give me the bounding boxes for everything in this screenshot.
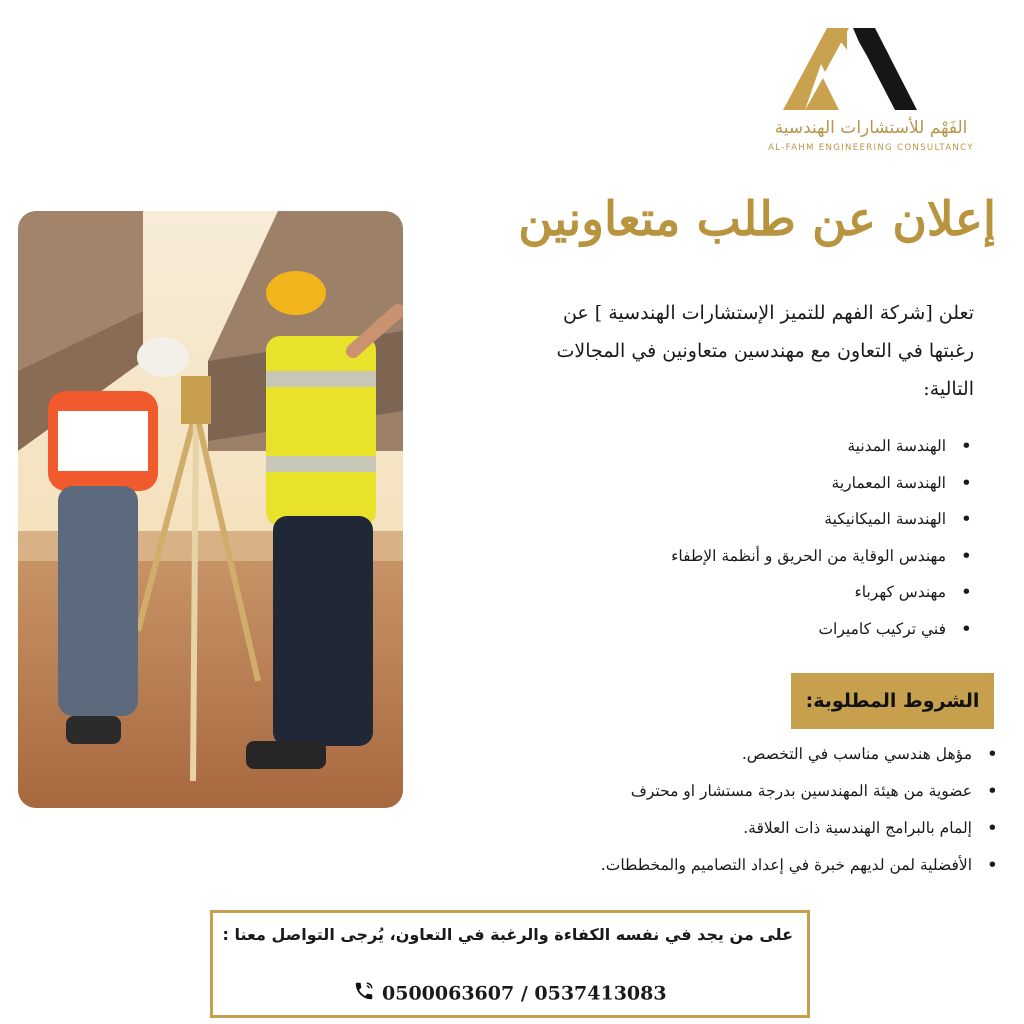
- phone-icon: [353, 985, 382, 1007]
- brand-name-english: AL-FAHM ENGINEERING CONSULTANCY: [768, 143, 974, 153]
- gold-peaks-logo-icon: [783, 22, 918, 112]
- list-item: • الهندسة المعمارية: [456, 465, 976, 502]
- intro-line-3: التالية:: [923, 378, 974, 400]
- brand-logo: [746, 22, 996, 157]
- fields-list: [456, 428, 976, 647]
- list-item: • عضوية من هيئة المهندسين بدرجة مستشار او محترف: [382, 773, 1002, 810]
- contact-phone: [213, 980, 807, 1007]
- phone-numbers: 0500063607 / 0537413083: [382, 982, 667, 1005]
- brand-name-arabic: الفَهْم للأستشارات الهندسية: [774, 118, 968, 138]
- engineers-photo: [18, 211, 403, 808]
- announcement-headline: إعلان عن طلب متعاونين: [518, 192, 996, 247]
- list-item: • مهندس كهرباء: [456, 574, 976, 611]
- contact-text: على من يجد في نفسه الكفاءة والرغبة في التعاون، يُرجى التواصل معنا :: [222, 925, 793, 944]
- list-item: • الهندسة المدنية: [456, 428, 976, 465]
- requirements-list: [382, 736, 1002, 884]
- list-item: • إلمام بالبرامج الهندسية ذات العلاقة.: [382, 810, 1002, 847]
- intro-line-2: رغبتها في التعاون مع مهندسين متعاونين في المجالات: [556, 340, 974, 362]
- list-item: • مؤهل هندسي مناسب في التخصص.: [382, 736, 1002, 773]
- list-item: • فني تركيب كاميرات: [456, 611, 976, 648]
- list-item: • الأفضلية لمن لديهم خبرة في إعداد التصاميم والمخططات.: [382, 847, 1002, 884]
- contact-box: [210, 910, 810, 1018]
- engineers-with-surveying-instrument-photo-icon: [18, 211, 403, 808]
- list-item: • مهندس الوقاية من الحريق و أنظمة الإطفاء: [456, 538, 976, 575]
- list-item: • الهندسة الميكانيكية: [456, 501, 976, 538]
- intro-line-1: تعلن [شركة الفهم للتميز الإستشارات الهندسية ] عن: [562, 302, 974, 324]
- requirements-label: الشروط المطلوبة:: [791, 673, 994, 729]
- intro-paragraph: [494, 294, 974, 408]
